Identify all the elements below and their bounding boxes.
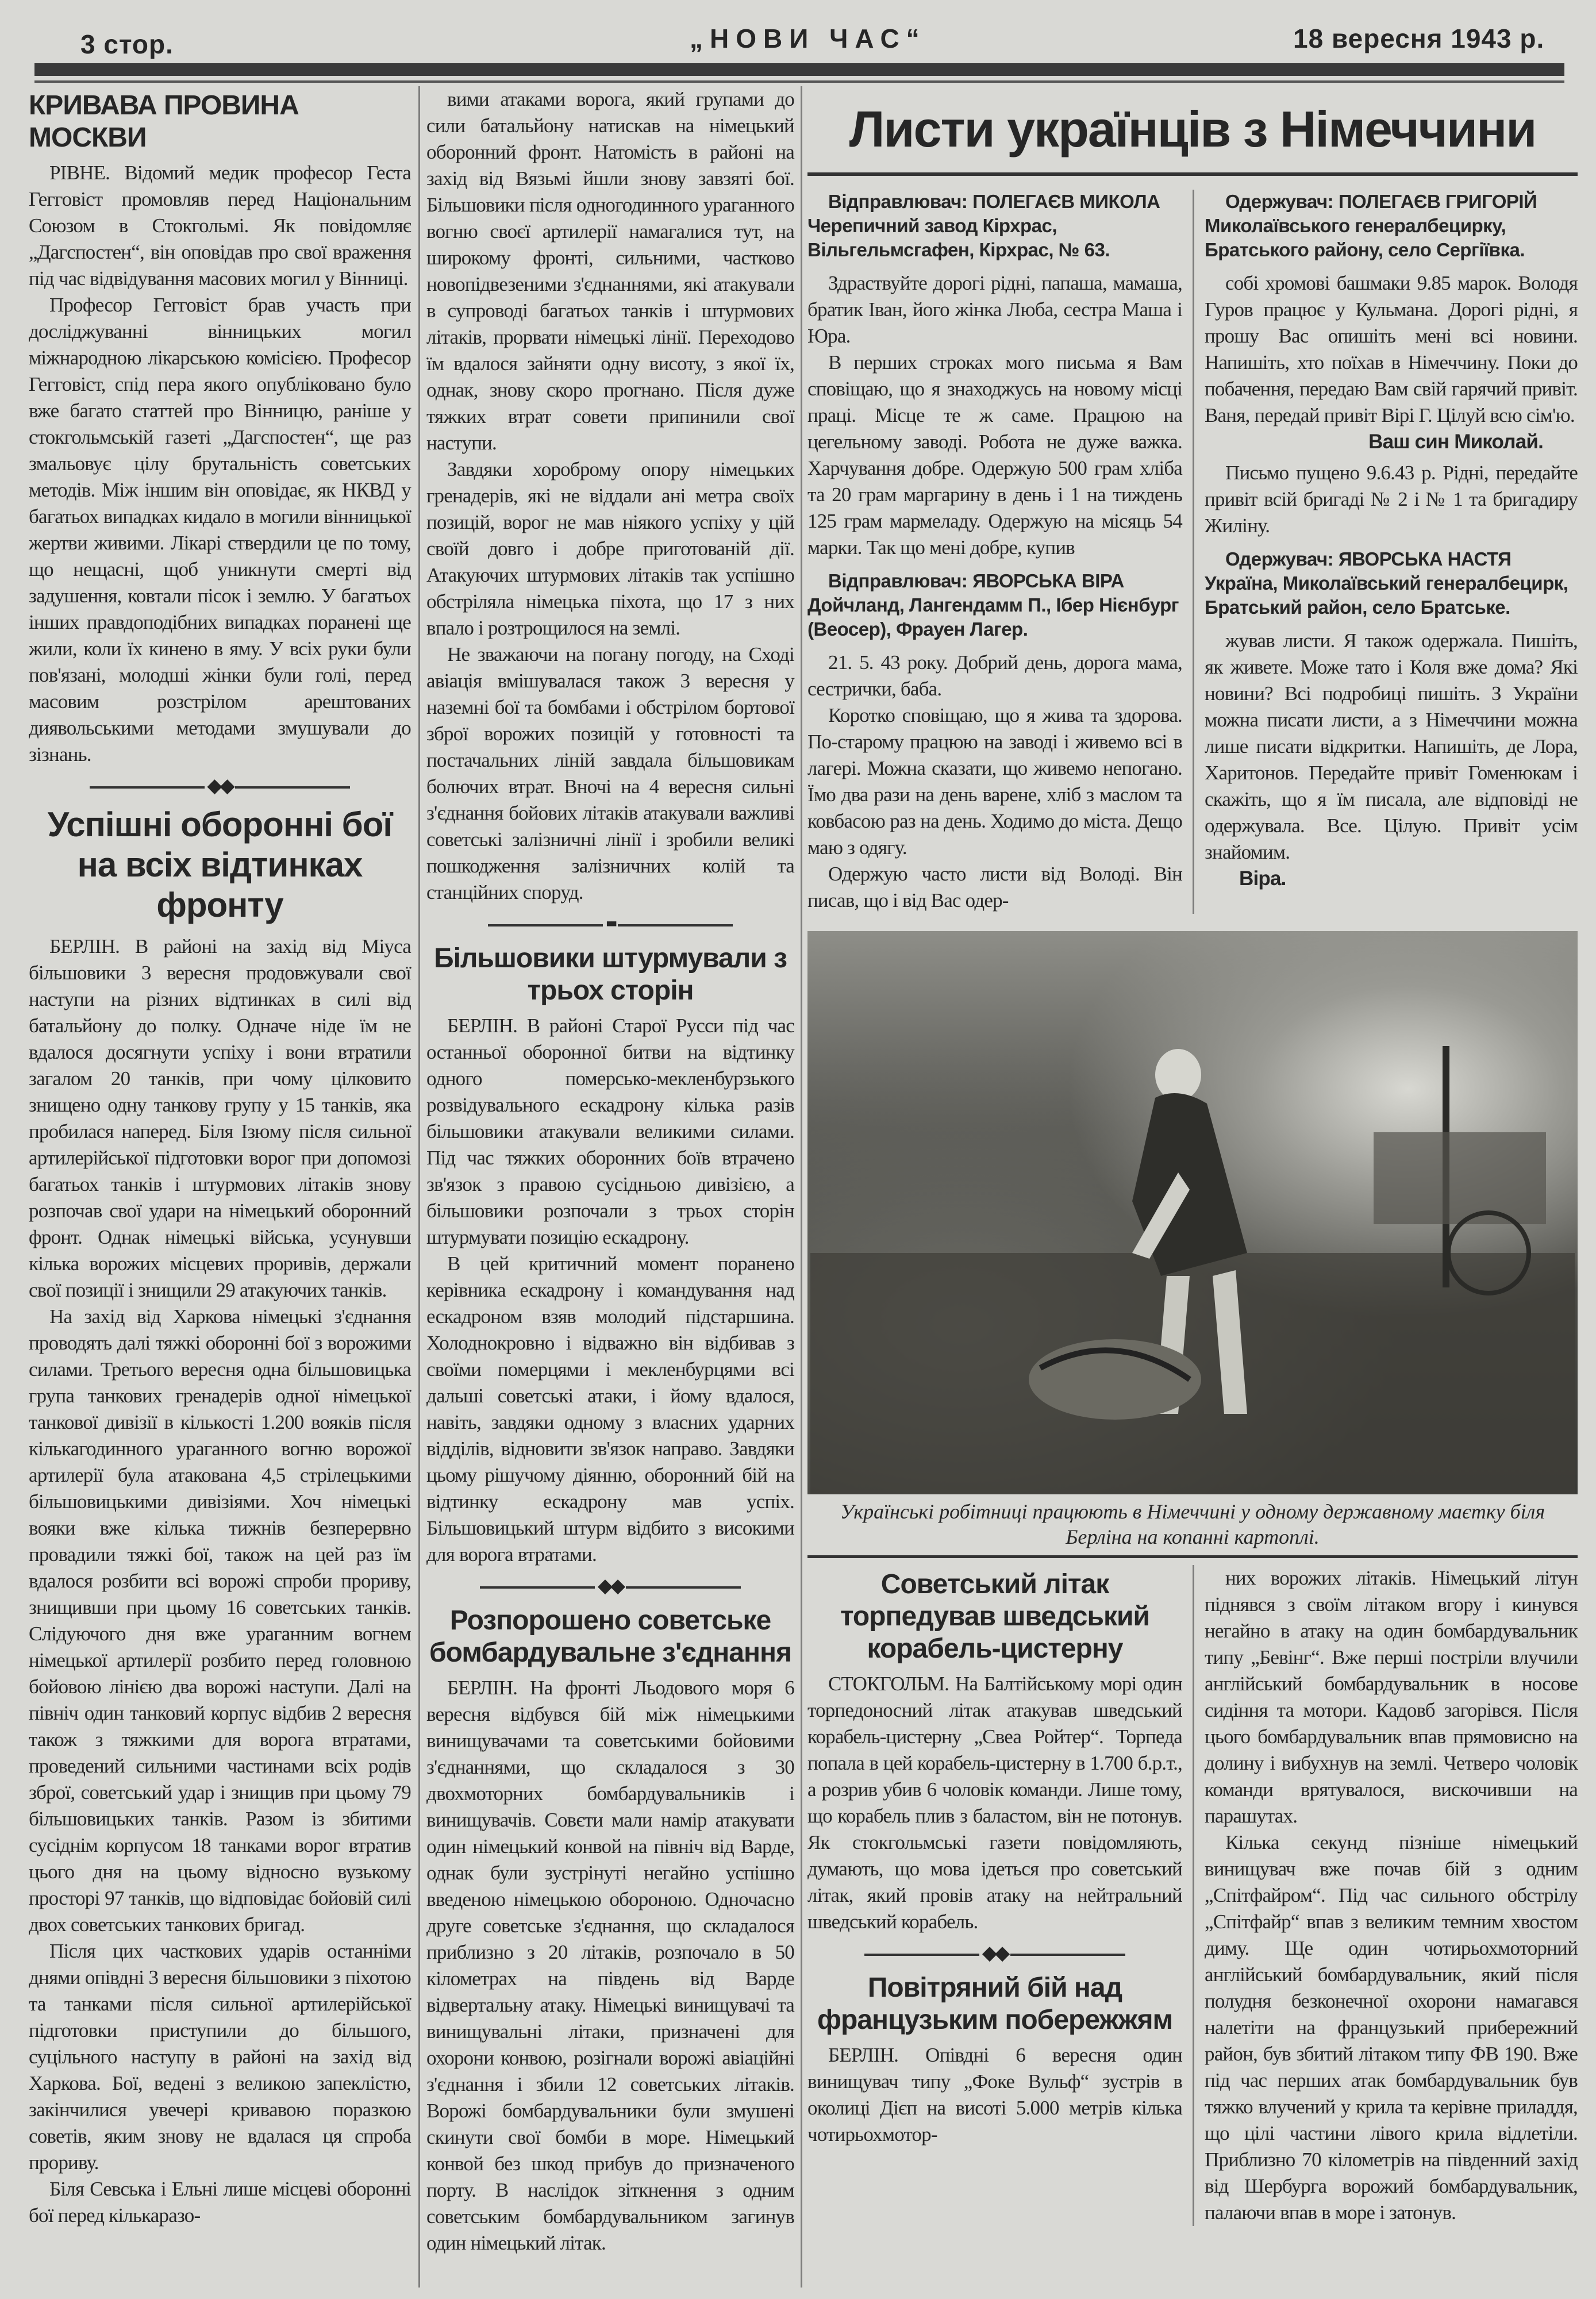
recipient-label: Одержувач: bbox=[1225, 548, 1334, 570]
article-title: Розпорошено советське бомбардувальне з'єднання bbox=[429, 1605, 791, 1668]
letter-signature: Віра. bbox=[1239, 867, 1286, 890]
ornament-divider: ◆◆ bbox=[29, 774, 411, 799]
paragraph: РІВНЕ. Відомий медик професор Геста Гегговіст промовляв перед Національним Союзом в Стокгольмі. Як повідомляє „Дагспостен“, він оповідав про свої враження під час відвідування масових могил у Вінниці. bbox=[29, 162, 411, 290]
paragraph: В цей критичний момент поранено керівника ескадрону і командування над ескадроном взяв молодий підстаршина. Холоднокровно і відважно він відбивав з своїми померцями і мекленбурцями всі дальші советські атаки, і йому вдалося, навіть, завдяки одному з власних ударних відділів, відновити зв'язок направо. Завдяки цьому рішучому діянню, оборонний бій на відтинку ескадрону мав успіх. Більшовицький штурм відбито з високими для ворога втратами. bbox=[426, 1252, 794, 1566]
recipient-label: Одержувач: bbox=[1225, 191, 1334, 212]
paragraph: БЕРЛІН. На фронті Льодового моря 6 вересня відбувся бій між німецькими винищувачами та советськими бойовими з'єднаннями, що складалося з 30 двохмоторних бомбардувальників і винищувачів. Совєти мали намір атакувати один німецький конвой на північ від Варде, однак були зустрінуті негайно успішно введеною німецькою обороною. Одночасно друге советське з'єднання, що складалося приблизно з 20 літаків, розпочало в 50 кілометрах на південь від Варде відвертальну атаку. Німецькі винищувачі та винищувальні літаки, призначені для охорони конвою, розігнали ворожі авіаційні з'єднання і збили 12 советських літаків. Ворожі бомбардувальники були змушені скинути свої бомби в море. Німецький конвой без шкод прибув до призначеного порту. В наслідок зіткнення з одним советським бомбардувальником загинув один німецький літак. bbox=[426, 1677, 794, 2254]
column-1 bbox=[29, 86, 411, 2229]
recipient-address: Миколаївського генералбецирку, Братського району, село Сергіївка. bbox=[1205, 215, 1525, 260]
sender-name: ЯВОРСЬКА ВІРА bbox=[972, 570, 1124, 591]
letter-1-recipient bbox=[1205, 190, 1578, 262]
sender-label: Відправлювач: bbox=[828, 191, 968, 212]
article-body-continued bbox=[1205, 1565, 1578, 2226]
article-body bbox=[807, 2042, 1182, 2148]
sender-address: Черепичний завод Кірхрас, Вільгельмсгафен, Кірхрас, № 63. bbox=[807, 215, 1110, 260]
newspaper-name: „НОВИ ЧАС“ bbox=[690, 24, 926, 53]
article-body bbox=[29, 160, 411, 768]
letters-section-title: Листи українців з Німеччини bbox=[849, 101, 1536, 157]
paragraph: собі хромові башмаки 9.85 марок. Володя Гуров працює у Кульмана. Дорогі рідні, я прошу Вас опишіть мені всі новини. Напишіть, хто поїхав в Німеччину. Поки до побачення, передаю Вам свій гарячий привіт. Ваня, передай привіт Вірі Г. Цілуй всю сім'ю. bbox=[1205, 272, 1578, 426]
paragraph: В перших строках мого письма я Вам сповіщаю, що я знаходжусь на новому місці праці. Місце те ж саме. Працюю на цегельному заводі. Робота не дуже важка. Харчування добре. Одержую 500 грам хліба та 20 грам маргарину в день і 1 на тиждень 125 грам мармеладу. Одержую на місяць 54 марки. Так що мені добре, купив bbox=[807, 351, 1182, 559]
letters-left-column bbox=[807, 190, 1193, 914]
title-underline bbox=[807, 172, 1578, 176]
paragraph: БЕРЛІН. Опівдні 6 вересня один винищувач типу „Фоке Вульф“ зустрів в околиці Дієп на висоті 5.000 метрів кілька чотирьохмотор- bbox=[807, 2044, 1182, 2146]
photo-illustration bbox=[807, 931, 1578, 1494]
photo-caption: Українські робітниці працюють в Німеччині у одному державному маєтку біля Берліна на копанні картоплі. bbox=[840, 1500, 1545, 1548]
paragraph: 21. 5. 43 року. Добрий день, дорога мама, сестрички, баба. bbox=[807, 651, 1182, 700]
issue-date: 18 вересня 1943 р. bbox=[1293, 24, 1545, 53]
paragraph: На захід від Харкова німецькі з'єднання проводять далі тяжкі оборонні бої з ворожими силами. Третього вересня одна більшовицька група танкових гренадерів одної німецької танкової дивізії в кількості 1.200 вояків після кількагодинного ураганного вогню ворожої артилерії була атакована 4,5 стрілецькими більшовицькими дивізіями. Хоч німецькі вояки вже кілька тижнів безперервно провадили тяжкі бої, також на цей раз їм вдалося розбити всі ворожі спроби прориву, знищивши при цьому 16 советських танків. Слідуючого дня вже ураганним вогнем німецької артилерії розбито перед головною бойовою лінією два ворожі наступи. Далі на північ один танковий корпус відбив 2 вересня також з тяжкими для ворога втратами, проведений сильними частинами всіх родів зброї, советський удар і знищив при цьому 79 більшовицьких танків. Разом із збитими сусіднім корпусом 18 танками ворог втратив цього дня на цьому відносно вузькому просторі 97 танків, що відповідає бойовій силі двох советських танкових бригад. bbox=[29, 1305, 411, 1936]
ornament-divider: ▪▪ bbox=[426, 912, 794, 937]
letter-postscript: Письмо пущено 9.6.43 р. Рідні, передайте привіт всій бригаді № 2 і № 1 та бригадиру Жиліну. bbox=[1205, 462, 1578, 537]
recipient-name: ПОЛЕГАЄВ ГРИГОРІЙ bbox=[1338, 191, 1537, 212]
letter-2-recipient bbox=[1205, 547, 1578, 620]
masthead-rule bbox=[34, 63, 1564, 76]
letters-block bbox=[807, 190, 1578, 914]
bottom-columns bbox=[807, 1565, 1578, 2226]
paragraph: БЕРЛІН. В районі на захід від Міуса більшовики 3 вересня продовжували свої наступи на різних відтинках в силі від батальйону до полку. Одначе ніде їм не вдалося досягнути успіху і вони втратили загалом 20 танків, при чому цілковито знищено одну танкову групу у 15 танків, яка пробилася наперед. Біля Ізюму після сильної артилерійської підготовки ворог при допомозі багатьох танків і штурмових літаків знову розпочав свої удари на німецький оборонний фронт. Однак німецькі війська, усунувши кілька ворожих місцевих проривів, держали свої позиції і знищили 29 атакуючих танків. bbox=[29, 935, 411, 1301]
paragraph: Здраствуйте дорогі рідні, папаша, мамаша, братик Іван, його жінка Люба, сестра Маша і Юра. bbox=[807, 272, 1182, 347]
article-body bbox=[29, 933, 411, 2229]
article-body bbox=[807, 1671, 1182, 1935]
column-bottom-right bbox=[1193, 1565, 1578, 2226]
article-body bbox=[426, 1013, 794, 1568]
paragraph: Після цих часткових ударів останніми днями опівдні 3 вересня більшовики з піхотою та танками після сильної артилерійської підготовки приступили до більшого, суцільного наступу в районі на захід від Харкова. Бої, ведені з великою запеклістю, закінчилися увечері кривавою поразкою советів, яким знову не вдалася ця спроба прориву. bbox=[29, 1940, 411, 2174]
paragraph: жував листи. Я також одержала. Пишіть, як живете. Може тато і Коля вже дома? Які новини? Всі подробиці пишіть. З України можна писати листи, а з Німеччини можна лише писати відкритки. Напишіть, де Лора, Харитонов. Передайте привіт Гоменюкам і скажіть, що я їм писала, але відповіді не одержувала. Все. Цілую. Привіт усім знайомим. bbox=[1205, 629, 1578, 863]
paragraph: Професор Гегговіст брав участь при досліджуванні вінницьких могил міжнародною лікарською комісією. Професор Гегговіст, спід пера якого опубліковано було вже багато статтей про Вінницю, раніше у стокгольмській газеті „Дагспостен“, ще раз змальовує цілу брутальність советських методів. Між іншим він оповідає, як НКВД у багатьох випадках кидало в могили вінницької жертви живими. Лікарі ствердили це по тому, що нещасні, щоб уникнути смерті від задушення, ковтали пісок і землю. У багатьох інших правдоподібних випадках поранені ще жили, коли їх кинено в яму. У всіх руки були пов'язані, молодші жінки були голі, перед масовим розстрілом арештованих диявольськими методами змушували до зізнань. bbox=[29, 294, 411, 766]
paragraph: них ворожих літаків. Німецький літун піднявся з своїм літаком вгору і кинувся негайно в атаку на один бомбардувальник типу „Бевінг“. Вже перші постріли влучили англійський бомбардувальник в носове сидіння та мотори. Кадовб загорівся. Після цього бомбардувальник впав прямовисно на долину і вибухнув на землі. Четверо чоловік команди врятувалося, вискочивши на парашутах. bbox=[1205, 1567, 1578, 1827]
letter-signature: Ваш син Миколай. bbox=[1368, 430, 1543, 453]
letter-1-sender bbox=[807, 190, 1182, 262]
sender-label: Відправлювач: bbox=[828, 570, 968, 591]
sender-address: Дойчланд, Лангендамм П., Ібер Нієнбург (Веосер), Фрауен Лагер. bbox=[807, 594, 1179, 640]
letter-body bbox=[1205, 628, 1578, 866]
sender-name: ПОЛЕГАЄВ МИКОЛА bbox=[972, 191, 1160, 212]
article-title: Повітряний бій над французьким побережжям bbox=[817, 1973, 1172, 2035]
article-title: Більшовики штурмували з трьох сторін bbox=[434, 943, 787, 1006]
column-bottom-left bbox=[807, 1565, 1193, 2226]
letter-2-sender bbox=[807, 569, 1182, 641]
right-section bbox=[807, 86, 1578, 2226]
letter-body bbox=[807, 270, 1182, 561]
letters-right-column bbox=[1193, 190, 1578, 914]
paragraph: Кілька секунд пізніше німецький винищувач вже почав бій з одним „Спітфайром“. Під час сильного обстрілу „Спітфайр“ впав з великим темним хвостом диму. Ще один чотирьохмоторний англійський бомбардувальник, який після полудня безконечної охорони намагався налетіти на французький прибережний район, був збитий літаком типу ФВ 190. Вже під час перших атак бомбардувальник був тяжко влучений у крила та керівне приладдя, що цілі частини лівого крила відлетіли. Приблизно 70 кілометрів на південний захід від Шербурга ворожий бомбардувальник, палаючи впав в море і затонув. bbox=[1205, 1831, 1578, 2224]
recipient-address: Україна, Миколаївський генералбецирк, Братський район, село Братське. bbox=[1205, 572, 1568, 618]
paragraph: СТОКГОЛЬМ. На Балтійському морі один торпедоносний літак атакував шведський корабель-цистерну „Свеа Ройтер“. Торпеда попала в цей корабель-цистерну в 1.700 б.р.т., а розрив убив 6 чоловік команди. Лише тому, що корабель плив з баластом, він не потонув. Як стокгольмські газети повідомляють, думають, що мова ідеться про советський літак, який провів атаку на нейтральний шведський корабель. bbox=[807, 1673, 1182, 1933]
masthead-rule-thin bbox=[34, 80, 1564, 83]
paragraph: Не зважаючи на погану погоду, на Сході авіація вмішувалася також 3 вересня у наземні бої та бомбами і обстрілом бортової зброї ворожих позицій у готовності та постачальних ліній завдала більшовикам болючих втрат. Вночі на 4 вересня сильні з'єднання бойових літаків атакували важливі советські залізничні лінії і зробили великі пошкодження залізничних колій та станційних споруд. bbox=[426, 643, 794, 904]
letter-body bbox=[807, 649, 1182, 914]
paragraph: БЕРЛІН. В районі Старої Русси під час останньої оборонної битви на відтинку одного померсько-мекленбурзького розвідувального ескадрону кілька разів більшовики атакували великими силами. Під час тяжких оборонних боїв втрачено зв'язок з правою сусідньою дивізією, а більшовики розпочали з трьох сторін штурмувати позицію ескадрону. bbox=[426, 1014, 794, 1248]
paragraph: Одержую часто листи від Володі. Він писав, що і від Вас одер- bbox=[807, 863, 1182, 912]
recipient-name: ЯВОРСЬКА НАСТЯ bbox=[1338, 548, 1512, 570]
section-rule bbox=[807, 1555, 1578, 1558]
column-divider bbox=[801, 86, 802, 2288]
column-2 bbox=[426, 86, 794, 2256]
ornament-divider: ◆◆ bbox=[426, 1574, 794, 1599]
paragraph: Коротко сповіщаю, що я жива та здорова. По-старому працюю на заводі і живемо всі в лагері. Можна сказати, що живемо непогано. Їмо два рази на день варене, хліб з маслом та ковбасою раз на день. Ходимо до міста. Дещо маю з одягу. bbox=[807, 704, 1182, 859]
letter-body bbox=[1205, 270, 1578, 429]
paragraph: вими атаками ворога, який групами до сили батальйону натискав на німецький оборонний фронт. Натомість в районі на захід від Вязьмі йшли знову завзяті бої. Більшовики після одногодинного ураганного вогню своєї артилерії намагалися тут, на широкому фронті, сильними, частково новопідвезеними з'єднаннями, які атакували в супроводі багатьох танків і штурмових літаків, прорвати німецькі лінії. Переходово їм вдалося зайняти одну висоту, з якої їх, однак, знову скоро прогнано. Після дуже тяжких втрат совети припинили свої наступи. bbox=[426, 88, 794, 454]
ornament-divider: ◆◆ bbox=[807, 1941, 1182, 1966]
article-body-continued bbox=[426, 86, 794, 906]
paragraph: Біля Севська і Ельні лише місцеві оборонні бої перед кількаразо- bbox=[29, 2178, 411, 2227]
paragraph: Завдяки хороброму опору німецьких гренадерів, які не віддали ані метра своїх позицій, ворог не мав ніякого успіху у цій своїй довго і добре приготованій дії. Атакуючих штурмових літаків так успішно обстріляла німецька піхота, що 17 з них впало і розтрощилося на землі. bbox=[426, 458, 794, 639]
article-body bbox=[426, 1675, 794, 2256]
page-number: 3 стор. bbox=[80, 29, 174, 59]
column-divider bbox=[418, 86, 420, 2288]
photo-women-digging-potatoes bbox=[807, 931, 1578, 1494]
article-title: Успішні оборонні бої на всіх відтинках фронту bbox=[47, 805, 393, 924]
article-title: КРИВАВА ПРОВИНА МОСКВИ bbox=[29, 90, 299, 153]
article-title: Советський літак торпедував шведський корабель-цистерну bbox=[840, 1569, 1150, 1664]
